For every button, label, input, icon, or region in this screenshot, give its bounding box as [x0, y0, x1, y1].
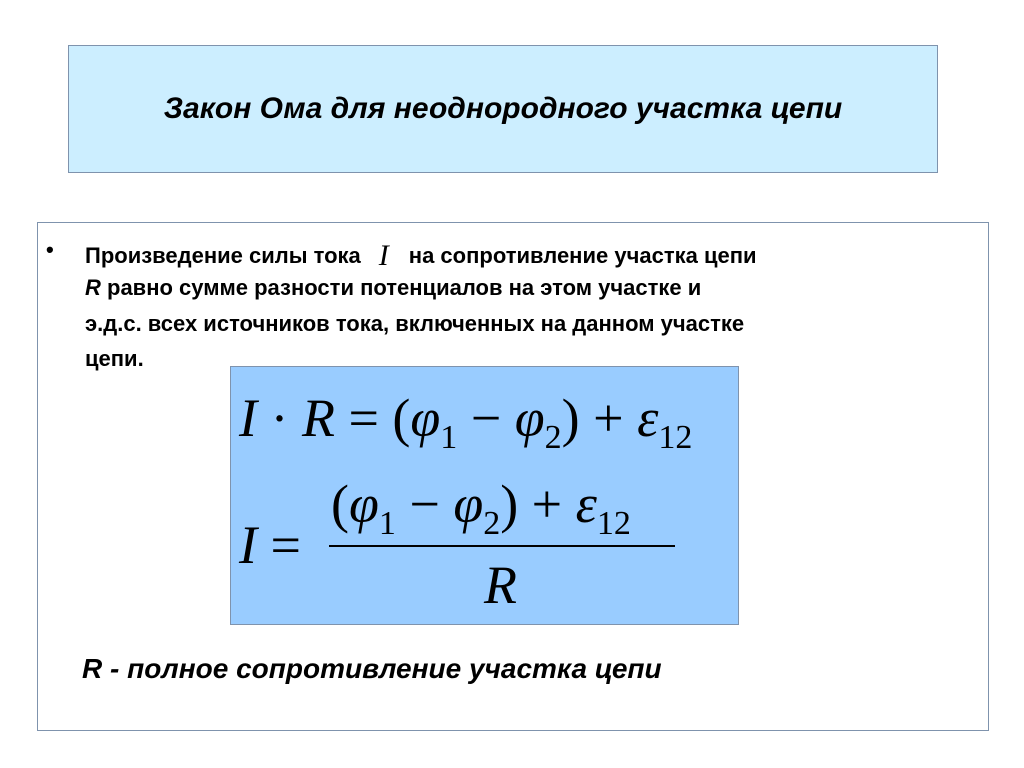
- bullet-line-1-pre: Произведение силы тока: [85, 243, 361, 268]
- f1-phi2: φ: [514, 388, 545, 448]
- resistance-symbol: R: [85, 275, 101, 300]
- current-symbol: I: [378, 239, 389, 272]
- f1-phi1: φ: [410, 388, 441, 448]
- bullet-line-3: э.д.с. всех источников тока, включенных на данном участке: [85, 311, 745, 336]
- f1-emf: ε: [637, 388, 659, 448]
- f2-phi2: φ: [453, 474, 484, 534]
- title-box: [68, 45, 938, 173]
- formula-box: [230, 366, 739, 625]
- content-box: [37, 222, 989, 731]
- f2-close-plus: ) +: [500, 474, 576, 534]
- f2-current: I: [239, 515, 257, 575]
- f1-close-plus: ) +: [561, 388, 638, 448]
- fraction-bar: [329, 545, 675, 547]
- f2-minus: −: [395, 474, 454, 534]
- formula-current-denominator: R: [484, 555, 517, 615]
- formula-current-lhs: [239, 515, 301, 575]
- f2-open-paren: (: [331, 474, 349, 534]
- f2-emf: ε: [575, 474, 597, 534]
- f2-phi1-sub: 1: [378, 505, 396, 542]
- f2-equals: =: [256, 515, 301, 575]
- f1-equals: = (: [334, 388, 411, 448]
- bullet-line-1-post: на сопротивление участка цепи: [408, 243, 757, 268]
- bullet-marker: •: [46, 237, 54, 262]
- formula-ohm-product: [239, 388, 693, 456]
- resistance-note: R - полное сопротивление участка цепи: [82, 653, 662, 684]
- bullet-line-2-post: равно сумме разности потенциалов на этом участке и: [100, 275, 702, 300]
- f1-resistance: R: [301, 388, 335, 448]
- bullet-line-2: [85, 275, 701, 301]
- formula-current-numerator: [331, 474, 631, 542]
- f2-phi2-sub: 2: [483, 505, 501, 542]
- bullet-line-4: цепи.: [85, 346, 144, 371]
- f1-phi1-sub: 1: [440, 419, 458, 456]
- f1-emf-sub: 12: [658, 419, 693, 456]
- f1-current: I: [239, 388, 257, 448]
- slide-title: Закон Ома для неоднородного участка цепи: [163, 92, 843, 125]
- f2-emf-sub: 12: [596, 505, 631, 542]
- f1-minus: −: [457, 388, 515, 448]
- f1-dot: ·: [256, 388, 302, 448]
- f2-phi1: φ: [348, 474, 379, 534]
- f1-phi2-sub: 2: [544, 419, 562, 456]
- bullet-line-1: [85, 239, 757, 273]
